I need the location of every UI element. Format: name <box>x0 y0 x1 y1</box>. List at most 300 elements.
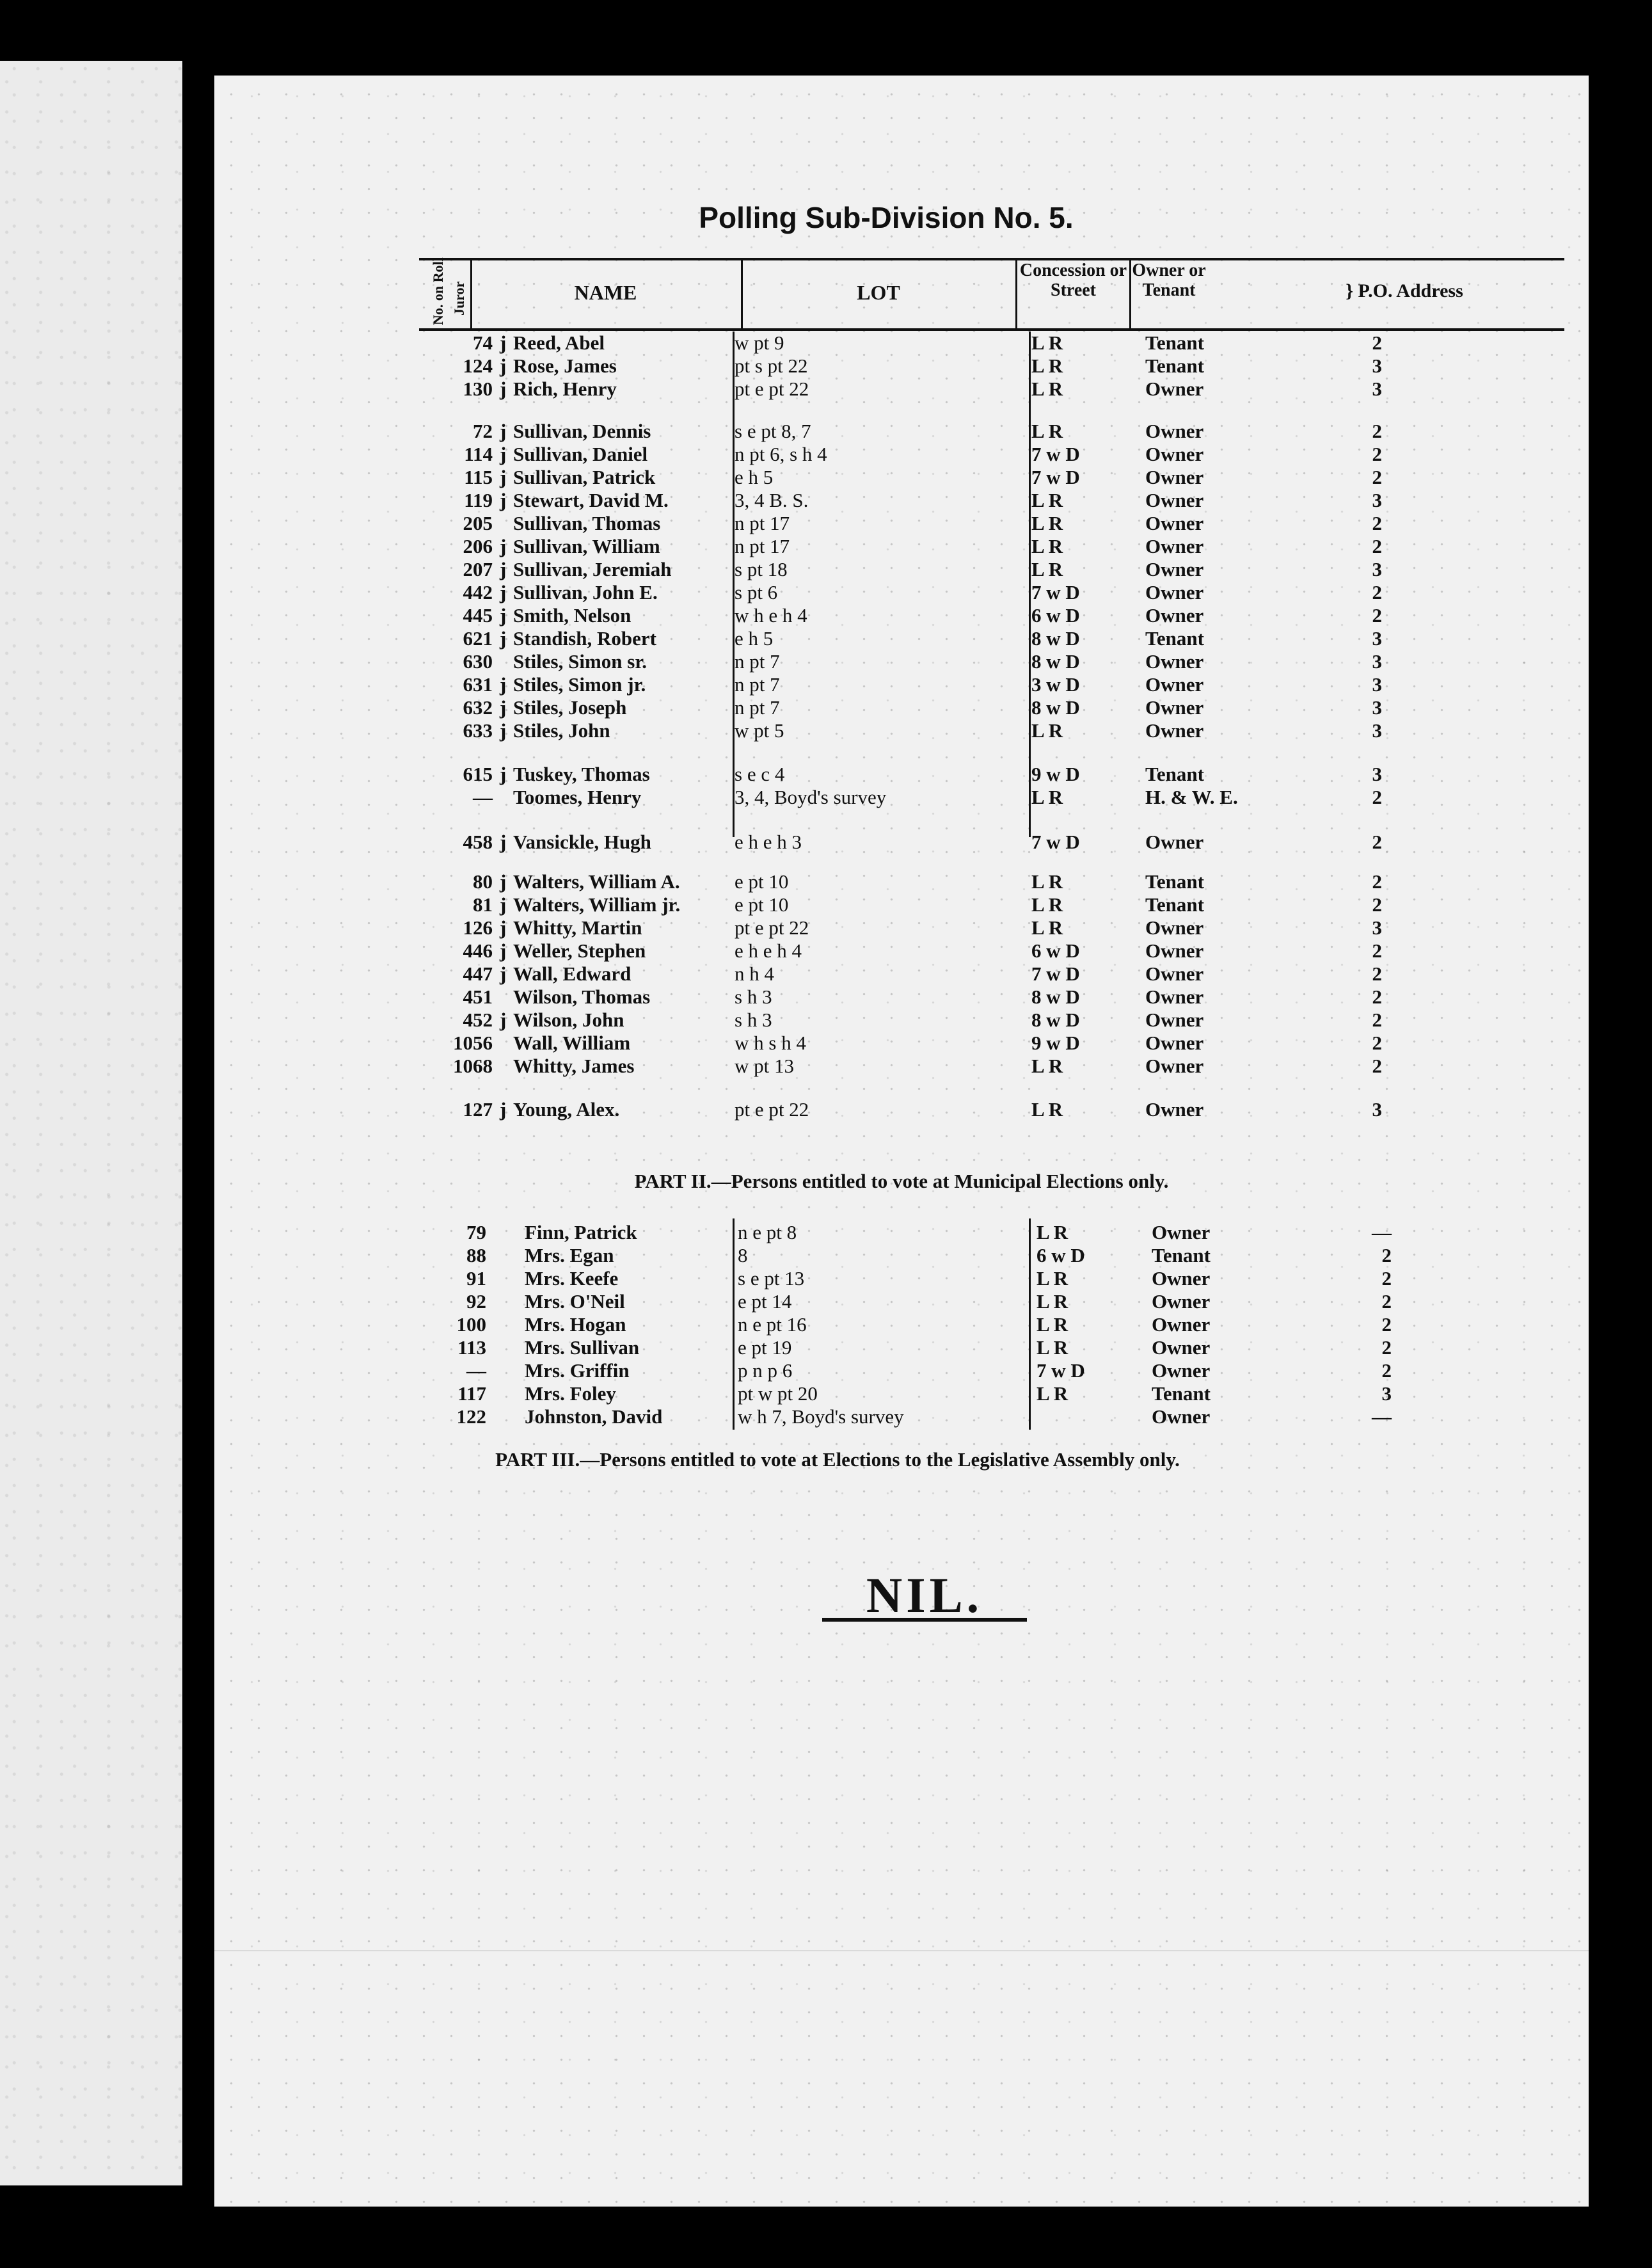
po-address: 2 <box>1372 420 1382 442</box>
lot: n pt 17 <box>735 535 790 557</box>
table-row <box>214 696 1589 719</box>
voter-name: Stiles, Simon sr. <box>513 650 647 673</box>
owner-tenant: Owner <box>1145 1009 1204 1031</box>
roll-number: 458 <box>463 831 493 853</box>
part3-heading <box>150 1448 1525 1471</box>
table-row <box>214 604 1589 627</box>
voter-name: Mrs. Foley <box>525 1382 616 1405</box>
header-owner-tenant: Owner or Tenant <box>1132 260 1206 300</box>
owner-tenant: Owner <box>1145 512 1204 534</box>
lot: w pt 9 <box>735 331 784 354</box>
owner-tenant: Owner <box>1145 650 1204 673</box>
owner-tenant: Tenant <box>1145 355 1204 377</box>
owner-tenant: H. & W. E. <box>1145 786 1238 808</box>
table-row <box>214 512 1589 535</box>
header-lot: LOT <box>857 281 900 304</box>
juror-mark: j <box>500 719 507 742</box>
juror-mark: j <box>500 916 507 939</box>
concession: 8 w D <box>1031 627 1080 650</box>
lot: e h e h 3 <box>735 831 802 853</box>
juror-mark: j <box>500 558 507 580</box>
roll-number: 72 <box>473 420 493 442</box>
po-address: 2 <box>1372 443 1382 465</box>
concession: 8 w D <box>1031 696 1080 719</box>
roll-number: 452 <box>463 1009 493 1031</box>
concession: 7 w D <box>1036 1359 1085 1382</box>
concession: L R <box>1031 786 1063 808</box>
lot: 3, 4 B. S. <box>735 489 809 511</box>
owner-tenant: Owner <box>1152 1221 1211 1243</box>
concession: 6 w D <box>1031 604 1080 627</box>
lot: e h e h 4 <box>735 939 802 962</box>
voter-name: Sullivan, Jeremiah <box>513 558 672 580</box>
roll-number: 100 <box>456 1313 486 1336</box>
roll-number: 79 <box>466 1221 486 1243</box>
concession: L R <box>1031 331 1063 354</box>
voter-name: Wall, William <box>513 1032 631 1054</box>
voter-name: Johnston, David <box>525 1405 663 1428</box>
juror-mark: j <box>500 420 507 442</box>
lot: s pt 6 <box>735 581 778 603</box>
lot: s e pt 8, 7 <box>735 420 811 442</box>
po-address: 2 <box>1372 870 1382 893</box>
lot: w pt 5 <box>735 719 784 742</box>
table-row <box>214 831 1589 854</box>
roll-number: 124 <box>463 355 493 377</box>
voter-name: Stiles, Simon jr. <box>513 673 646 696</box>
concession: L R <box>1031 719 1063 742</box>
voter-name: Stewart, David M. <box>513 489 669 511</box>
lot: n pt 7 <box>735 696 780 719</box>
po-address: 2 <box>1372 1032 1382 1054</box>
lot: e h 5 <box>735 627 774 650</box>
lot: s h 3 <box>735 986 772 1008</box>
owner-tenant: Owner <box>1145 1098 1204 1121</box>
po-address: 2 <box>1372 604 1382 627</box>
table-row <box>214 489 1589 512</box>
concession: L R <box>1036 1336 1068 1359</box>
lot: n h 4 <box>735 962 774 985</box>
concession: L R <box>1031 1098 1063 1121</box>
po-address: 2 <box>1372 939 1382 962</box>
header-concession: Concession or Street <box>1019 260 1127 300</box>
table-row <box>214 939 1589 962</box>
concession: 7 w D <box>1031 831 1080 853</box>
voter-name: Vansickle, Hugh <box>513 831 651 853</box>
concession: 9 w D <box>1031 763 1080 785</box>
roll-number: 631 <box>463 673 493 696</box>
roll-number: 91 <box>466 1267 486 1290</box>
juror-mark: j <box>500 939 507 962</box>
concession: L R <box>1031 378 1063 400</box>
po-address: 3 <box>1372 378 1382 400</box>
po-address: 2 <box>1372 535 1382 557</box>
roll-number: 1068 <box>453 1055 493 1077</box>
po-address: 2 <box>1372 962 1382 985</box>
voter-name: Whitty, James <box>513 1055 635 1077</box>
table-row <box>214 1313 1589 1336</box>
table-row <box>214 466 1589 489</box>
document-page <box>214 76 1589 2207</box>
lot: pt s pt 22 <box>735 355 808 377</box>
roll-number: 127 <box>463 1098 493 1121</box>
juror-mark: j <box>500 466 507 488</box>
concession: L R <box>1031 355 1063 377</box>
juror-mark: j <box>500 1009 507 1031</box>
roll-number: 113 <box>457 1336 486 1359</box>
table-row <box>214 763 1589 786</box>
concession: 7 w D <box>1031 581 1080 603</box>
table-row <box>214 355 1589 378</box>
roll-number: 80 <box>473 870 493 893</box>
voter-name: Rose, James <box>513 355 617 377</box>
po-address: 3 <box>1372 1098 1382 1121</box>
concession: L R <box>1031 916 1063 939</box>
roll-number: 633 <box>463 719 493 742</box>
lot: pt w pt 20 <box>738 1382 818 1405</box>
voter-name: Reed, Abel <box>513 331 605 354</box>
po-address: — <box>1372 1405 1392 1428</box>
juror-mark: j <box>500 581 507 603</box>
roll-number: 442 <box>463 581 493 603</box>
table-row <box>214 893 1589 916</box>
roll-number: 447 <box>463 962 493 985</box>
po-address: 2 <box>1372 466 1382 488</box>
table-row <box>214 1009 1589 1032</box>
lot: n pt 7 <box>735 673 780 696</box>
table-row <box>214 962 1589 986</box>
table-row <box>214 443 1589 466</box>
voter-name: Weller, Stephen <box>513 939 646 962</box>
juror-mark: j <box>500 673 507 696</box>
table-row <box>214 627 1589 650</box>
juror-mark: j <box>500 355 507 377</box>
header-juror: Juror <box>451 281 467 315</box>
owner-tenant: Owner <box>1145 719 1204 742</box>
table-row <box>214 1244 1589 1267</box>
roll-number: 446 <box>463 939 493 962</box>
voter-name: Sullivan, Dennis <box>513 420 651 442</box>
part2-text: —Persons entitled to vote at Municipal Elections only. <box>711 1170 1169 1192</box>
po-address: 3 <box>1372 355 1382 377</box>
po-address: 2 <box>1372 893 1382 916</box>
owner-tenant: Owner <box>1145 986 1204 1008</box>
concession: L R <box>1031 1055 1063 1077</box>
po-address: 3 <box>1372 489 1382 511</box>
roll-number: 81 <box>473 893 493 916</box>
concession: L R <box>1031 893 1063 916</box>
adjacent-page-edge <box>0 61 182 2185</box>
po-address: 3 <box>1372 627 1382 650</box>
nil-marker: NIL. <box>822 1573 1027 1622</box>
concession: L R <box>1036 1290 1068 1313</box>
table-row <box>214 535 1589 558</box>
roll-number: 130 <box>463 378 493 400</box>
part3-label: PART III. <box>495 1448 580 1471</box>
voter-name: Stiles, Joseph <box>513 696 627 719</box>
table-row <box>214 1336 1589 1359</box>
po-address: 3 <box>1372 916 1382 939</box>
voter-name: Sullivan, Patrick <box>513 466 656 488</box>
owner-tenant: Tenant <box>1145 893 1204 916</box>
table-row <box>214 581 1589 604</box>
owner-tenant: Owner <box>1152 1313 1211 1336</box>
header-top-rule <box>419 258 1564 260</box>
lot: s pt 18 <box>735 558 788 580</box>
roll-number: 126 <box>463 916 493 939</box>
po-address: 2 <box>1381 1359 1392 1382</box>
owner-tenant: Owner <box>1145 916 1204 939</box>
lot: e pt 19 <box>738 1336 792 1359</box>
voter-name: Mrs. O'Neil <box>525 1290 625 1313</box>
po-address: 2 <box>1381 1244 1392 1266</box>
roll-number: 630 <box>463 650 493 673</box>
concession: L R <box>1031 512 1063 534</box>
voter-name: Wilson, John <box>513 1009 624 1031</box>
owner-tenant: Owner <box>1152 1359 1211 1382</box>
lot: w h s h 4 <box>735 1032 806 1054</box>
voter-name: Sullivan, William <box>513 535 660 557</box>
part3-text: —Persons entitled to vote at Elections to the Legislative Assembly only. <box>580 1448 1180 1471</box>
table-row <box>214 1098 1589 1121</box>
voter-name: Whitty, Martin <box>513 916 642 939</box>
juror-mark: j <box>500 763 507 785</box>
owner-tenant: Owner <box>1145 420 1204 442</box>
concession: L R <box>1036 1221 1068 1243</box>
concession: 7 w D <box>1031 962 1080 985</box>
owner-tenant: Owner <box>1145 962 1204 985</box>
concession: L R <box>1031 489 1063 511</box>
owner-tenant: Tenant <box>1152 1382 1211 1405</box>
owner-tenant: Owner <box>1145 443 1204 465</box>
concession: L R <box>1036 1313 1068 1336</box>
voter-name: Wall, Edward <box>513 962 631 985</box>
concession: L R <box>1031 870 1063 893</box>
owner-tenant: Owner <box>1152 1336 1211 1359</box>
voter-name: Mrs. Egan <box>525 1244 614 1266</box>
po-address: 2 <box>1381 1313 1392 1336</box>
table-row <box>214 1267 1589 1290</box>
voter-name: Walters, William A. <box>513 870 680 893</box>
voter-name: Finn, Patrick <box>525 1221 637 1243</box>
owner-tenant: Owner <box>1145 939 1204 962</box>
juror-mark: j <box>500 696 507 719</box>
owner-tenant: Owner <box>1145 831 1204 853</box>
table-row <box>214 1055 1589 1078</box>
roll-number: — <box>466 1359 486 1382</box>
table-row <box>214 331 1589 355</box>
roll-number: 115 <box>464 466 493 488</box>
concession: 9 w D <box>1031 1032 1080 1054</box>
po-address: 2 <box>1372 512 1382 534</box>
lot: n pt 6, s h 4 <box>735 443 827 465</box>
lot: e pt 14 <box>738 1290 792 1313</box>
concession: 6 w D <box>1031 939 1080 962</box>
table-row <box>214 1290 1589 1313</box>
po-address: 3 <box>1372 696 1382 719</box>
concession: 6 w D <box>1036 1244 1085 1266</box>
voter-name: Sullivan, John E. <box>513 581 658 603</box>
voter-name: Rich, Henry <box>513 378 617 400</box>
voter-name: Young, Alex. <box>513 1098 620 1121</box>
po-address: — <box>1372 1221 1392 1243</box>
po-address: 2 <box>1372 786 1382 808</box>
concession: L R <box>1031 535 1063 557</box>
owner-tenant: Owner <box>1145 1032 1204 1054</box>
roll-number: 74 <box>473 331 493 354</box>
table-row <box>214 719 1589 742</box>
lot: n pt 7 <box>735 650 780 673</box>
header-bottom-rule <box>419 328 1564 331</box>
header-po-address-label: P.O. Address <box>1358 280 1463 301</box>
owner-tenant: Tenant <box>1145 870 1204 893</box>
po-address: 2 <box>1372 331 1382 354</box>
concession: 8 w D <box>1031 1009 1080 1031</box>
voter-name: Walters, William jr. <box>513 893 681 916</box>
roll-number: 119 <box>464 489 493 511</box>
juror-mark: j <box>500 331 507 354</box>
lot: p n p 6 <box>738 1359 793 1382</box>
owner-tenant: Owner <box>1145 535 1204 557</box>
lot: pt e pt 22 <box>735 916 809 939</box>
table-row <box>214 1221 1589 1244</box>
lot: s h 3 <box>735 1009 772 1031</box>
header-name: NAME <box>574 281 637 304</box>
po-address: 2 <box>1372 581 1382 603</box>
owner-tenant: Owner <box>1145 581 1204 603</box>
po-address: 2 <box>1372 1055 1382 1077</box>
header-po-address <box>1209 280 1587 301</box>
lot: e h 5 <box>735 466 774 488</box>
lot: w h 7, Boyd's survey <box>738 1405 904 1428</box>
table-row <box>214 1405 1589 1428</box>
lot: n e pt 8 <box>738 1221 797 1243</box>
voter-name: Smith, Nelson <box>513 604 631 627</box>
owner-tenant: Owner <box>1152 1290 1211 1313</box>
lot: s e c 4 <box>735 763 785 785</box>
owner-tenant: Owner <box>1145 378 1204 400</box>
juror-mark: j <box>500 378 507 400</box>
table-row <box>214 420 1589 443</box>
voter-name: Wilson, Thomas <box>513 986 651 1008</box>
po-address: 2 <box>1381 1267 1392 1290</box>
table-row <box>214 1359 1589 1382</box>
voter-name: Stiles, John <box>513 719 610 742</box>
po-address: 3 <box>1372 650 1382 673</box>
header-no-on-roll: No. on Roll <box>430 257 446 325</box>
po-address: 3 <box>1381 1382 1392 1405</box>
concession: 7 w D <box>1031 443 1080 465</box>
table-row <box>214 558 1589 581</box>
concession: 7 w D <box>1031 466 1080 488</box>
lot: s e pt 13 <box>738 1267 805 1290</box>
juror-mark: j <box>500 962 507 985</box>
juror-mark: j <box>500 535 507 557</box>
voter-name: Mrs. Sullivan <box>525 1336 640 1359</box>
table-row <box>214 786 1589 809</box>
voter-name: Mrs. Hogan <box>525 1313 626 1336</box>
lot: n e pt 16 <box>738 1313 807 1336</box>
roll-number: 114 <box>464 443 493 465</box>
concession: 8 w D <box>1031 650 1080 673</box>
roll-number: 621 <box>463 627 493 650</box>
voter-name: Sullivan, Daniel <box>513 443 648 465</box>
po-address: 3 <box>1372 558 1382 580</box>
roll-number: 207 <box>463 558 493 580</box>
roll-number: 632 <box>463 696 493 719</box>
part2-label: PART II. <box>634 1170 711 1192</box>
lot: 3, 4, Boyd's survey <box>735 786 887 808</box>
juror-mark: j <box>500 870 507 893</box>
juror-mark: j <box>500 489 507 511</box>
juror-mark: j <box>500 893 507 916</box>
owner-tenant: Owner <box>1145 696 1204 719</box>
concession: 3 w D <box>1031 673 1080 696</box>
table-row <box>214 378 1589 401</box>
voter-name: Mrs. Keefe <box>525 1267 619 1290</box>
po-address: 2 <box>1372 831 1382 853</box>
roll-number: 92 <box>466 1290 486 1313</box>
roll-number: 615 <box>463 763 493 785</box>
part2-heading <box>214 1170 1589 1193</box>
po-address: 3 <box>1372 673 1382 696</box>
juror-mark: j <box>500 1098 507 1121</box>
po-address: 2 <box>1381 1290 1392 1313</box>
po-address: 3 <box>1372 763 1382 785</box>
table-row <box>214 916 1589 939</box>
lot: e pt 10 <box>735 870 789 893</box>
roll-number: — <box>473 786 493 808</box>
po-address: 3 <box>1372 719 1382 742</box>
owner-tenant: Tenant <box>1145 763 1204 785</box>
roll-number: 451 <box>463 986 493 1008</box>
table-row <box>214 986 1589 1009</box>
po-address: 2 <box>1372 986 1382 1008</box>
roll-number: 205 <box>463 512 493 534</box>
owner-tenant: Owner <box>1152 1405 1211 1428</box>
owner-tenant: Owner <box>1145 558 1204 580</box>
owner-tenant: Owner <box>1145 1055 1204 1077</box>
lot: n pt 17 <box>735 512 790 534</box>
owner-tenant: Owner <box>1145 604 1204 627</box>
roll-number: 122 <box>456 1405 486 1428</box>
lot: w h e h 4 <box>735 604 807 627</box>
concession: L R <box>1036 1382 1068 1405</box>
concession: L R <box>1031 420 1063 442</box>
concession: 8 w D <box>1031 986 1080 1008</box>
roll-number: 1056 <box>453 1032 493 1054</box>
voter-name: Toomes, Henry <box>513 786 642 808</box>
owner-tenant: Tenant <box>1145 331 1204 354</box>
concession: L R <box>1031 558 1063 580</box>
voter-name: Tuskey, Thomas <box>513 763 650 785</box>
juror-mark: j <box>500 604 507 627</box>
voter-name: Mrs. Griffin <box>525 1359 630 1382</box>
page-title: Polling Sub-Division No. 5. <box>699 201 1074 234</box>
owner-tenant: Owner <box>1152 1267 1211 1290</box>
po-address: 2 <box>1381 1336 1392 1359</box>
roll-number: 206 <box>463 535 493 557</box>
owner-tenant: Tenant <box>1145 627 1204 650</box>
table-row <box>214 673 1589 696</box>
voter-name: Standish, Robert <box>513 627 656 650</box>
juror-mark: j <box>500 443 507 465</box>
owner-tenant: Owner <box>1145 673 1204 696</box>
table-row <box>214 1032 1589 1055</box>
owner-tenant: Tenant <box>1152 1244 1211 1266</box>
lot: e pt 10 <box>735 893 789 916</box>
lot: 8 <box>738 1244 748 1266</box>
